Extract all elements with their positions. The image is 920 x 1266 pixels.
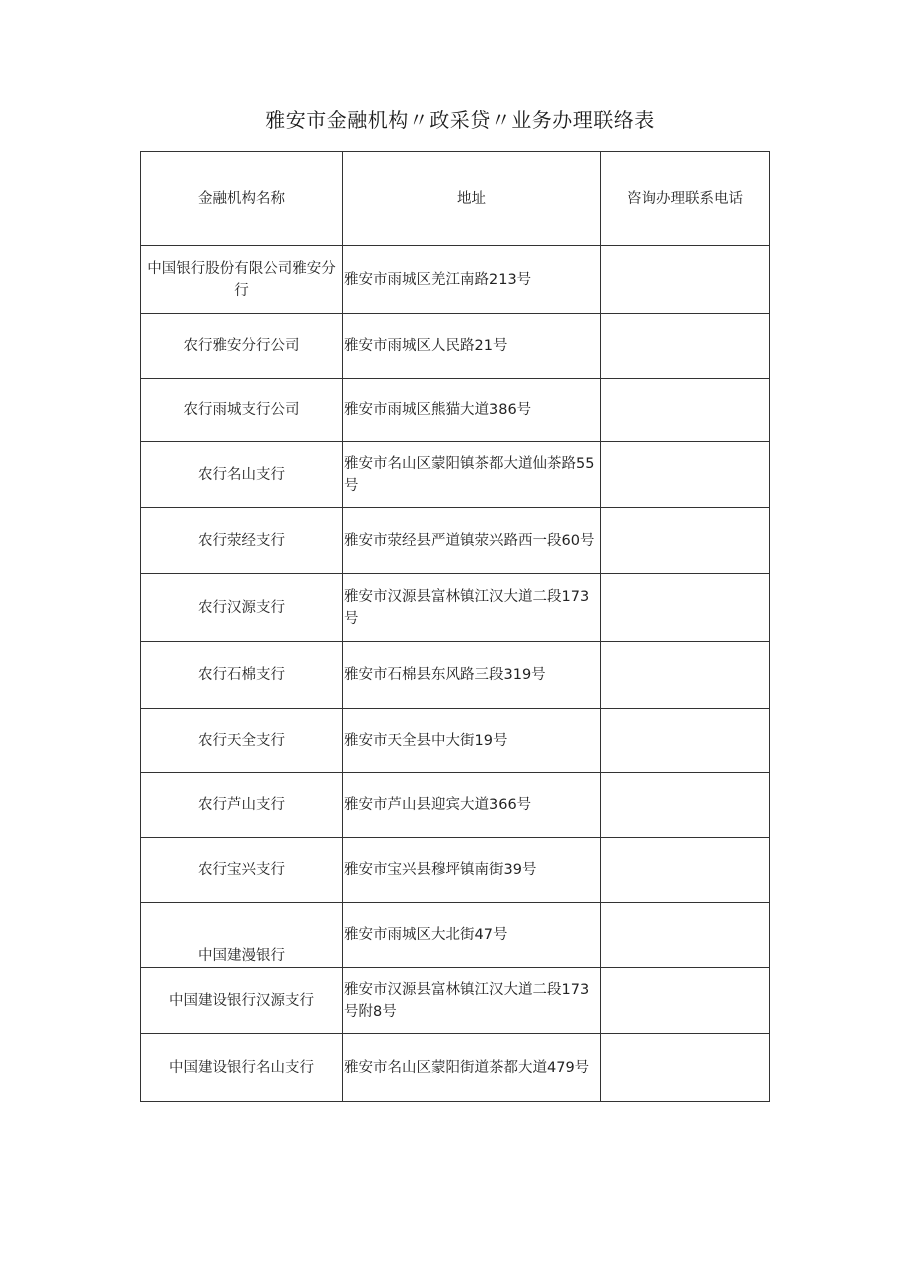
institution-name: 农行天全支行 xyxy=(141,709,343,773)
address: 雅安市雨城区人民路21号 xyxy=(343,314,601,379)
institution-name: 农行汉源支行 xyxy=(141,574,343,642)
address: 雅安市名山区蒙阳街道茶都大道479号 xyxy=(343,1034,601,1102)
institution-name: 农行雅安分行公司 xyxy=(141,314,343,379)
address: 雅安市汉源县富林镇江汉大道二段173号附8号 xyxy=(343,968,601,1034)
header-address: 地址 xyxy=(343,152,601,246)
institution-name: 中国建设银行汉源支行 xyxy=(141,968,343,1034)
address: 雅安市芦山县迎宾大道366号 xyxy=(343,773,601,838)
address: 雅安市雨城区羌江南路213号 xyxy=(343,246,601,314)
table-row xyxy=(141,709,770,773)
institution-name: 农行雨城支行公司 xyxy=(141,379,343,442)
table-row xyxy=(141,379,770,442)
header-contact-phone: 咨询办理联系电话 xyxy=(601,152,770,246)
contact-phone xyxy=(601,508,770,574)
table-row xyxy=(141,314,770,379)
table-row xyxy=(141,838,770,903)
address: 雅安市宝兴县穆坪镇南街39号 xyxy=(343,838,601,903)
page-title: 雅安市金融机构〃政采贷〃业务办理联络表 xyxy=(265,108,655,132)
table-row xyxy=(141,574,770,642)
contact-phone xyxy=(601,838,770,903)
contact-table xyxy=(140,151,770,1102)
table-row xyxy=(141,246,770,314)
contact-phone xyxy=(601,379,770,442)
contact-phone xyxy=(601,709,770,773)
institution-name: 中国银行股份有限公司雅安分行 xyxy=(141,246,343,314)
contact-phone xyxy=(601,773,770,838)
table-row xyxy=(141,1034,770,1102)
address: 雅安市天全县中大街19号 xyxy=(343,709,601,773)
institution-name: 农行芦山支行 xyxy=(141,773,343,838)
contact-phone xyxy=(601,574,770,642)
table-row xyxy=(141,773,770,838)
contact-phone xyxy=(601,968,770,1034)
address: 雅安市汉源县富林镇江汉大道二段173号 xyxy=(343,574,601,642)
contact-phone xyxy=(601,1034,770,1102)
institution-name: 中国建设银行名山支行 xyxy=(141,1034,343,1102)
contact-phone xyxy=(601,246,770,314)
institution-name: 农行名山支行 xyxy=(141,442,343,508)
contact-phone xyxy=(601,442,770,508)
table-row xyxy=(141,508,770,574)
institution-name: 中国建漫银行 xyxy=(141,903,343,968)
contact-phone xyxy=(601,314,770,379)
address: 雅安市荥经县严道镇荥兴路西一段60号 xyxy=(343,508,601,574)
table-row xyxy=(141,903,770,968)
institution-name: 农行石棉支行 xyxy=(141,642,343,709)
table-row xyxy=(141,642,770,709)
institution-name: 农行宝兴支行 xyxy=(141,838,343,903)
table-row xyxy=(141,442,770,508)
header-institution-name: 金融机构名称 xyxy=(141,152,343,246)
address: 雅安市雨城区熊猫大道386号 xyxy=(343,379,601,442)
table-header-row xyxy=(141,152,770,246)
address: 雅安市雨城区大北街47号 xyxy=(343,903,601,968)
address: 雅安市石棉县东风路三段319号 xyxy=(343,642,601,709)
institution-name: 农行荥经支行 xyxy=(141,508,343,574)
address: 雅安市名山区蒙阳镇茶都大道仙茶路55号 xyxy=(343,442,601,508)
contact-phone xyxy=(601,642,770,709)
table-row xyxy=(141,968,770,1034)
contact-phone xyxy=(601,903,770,968)
